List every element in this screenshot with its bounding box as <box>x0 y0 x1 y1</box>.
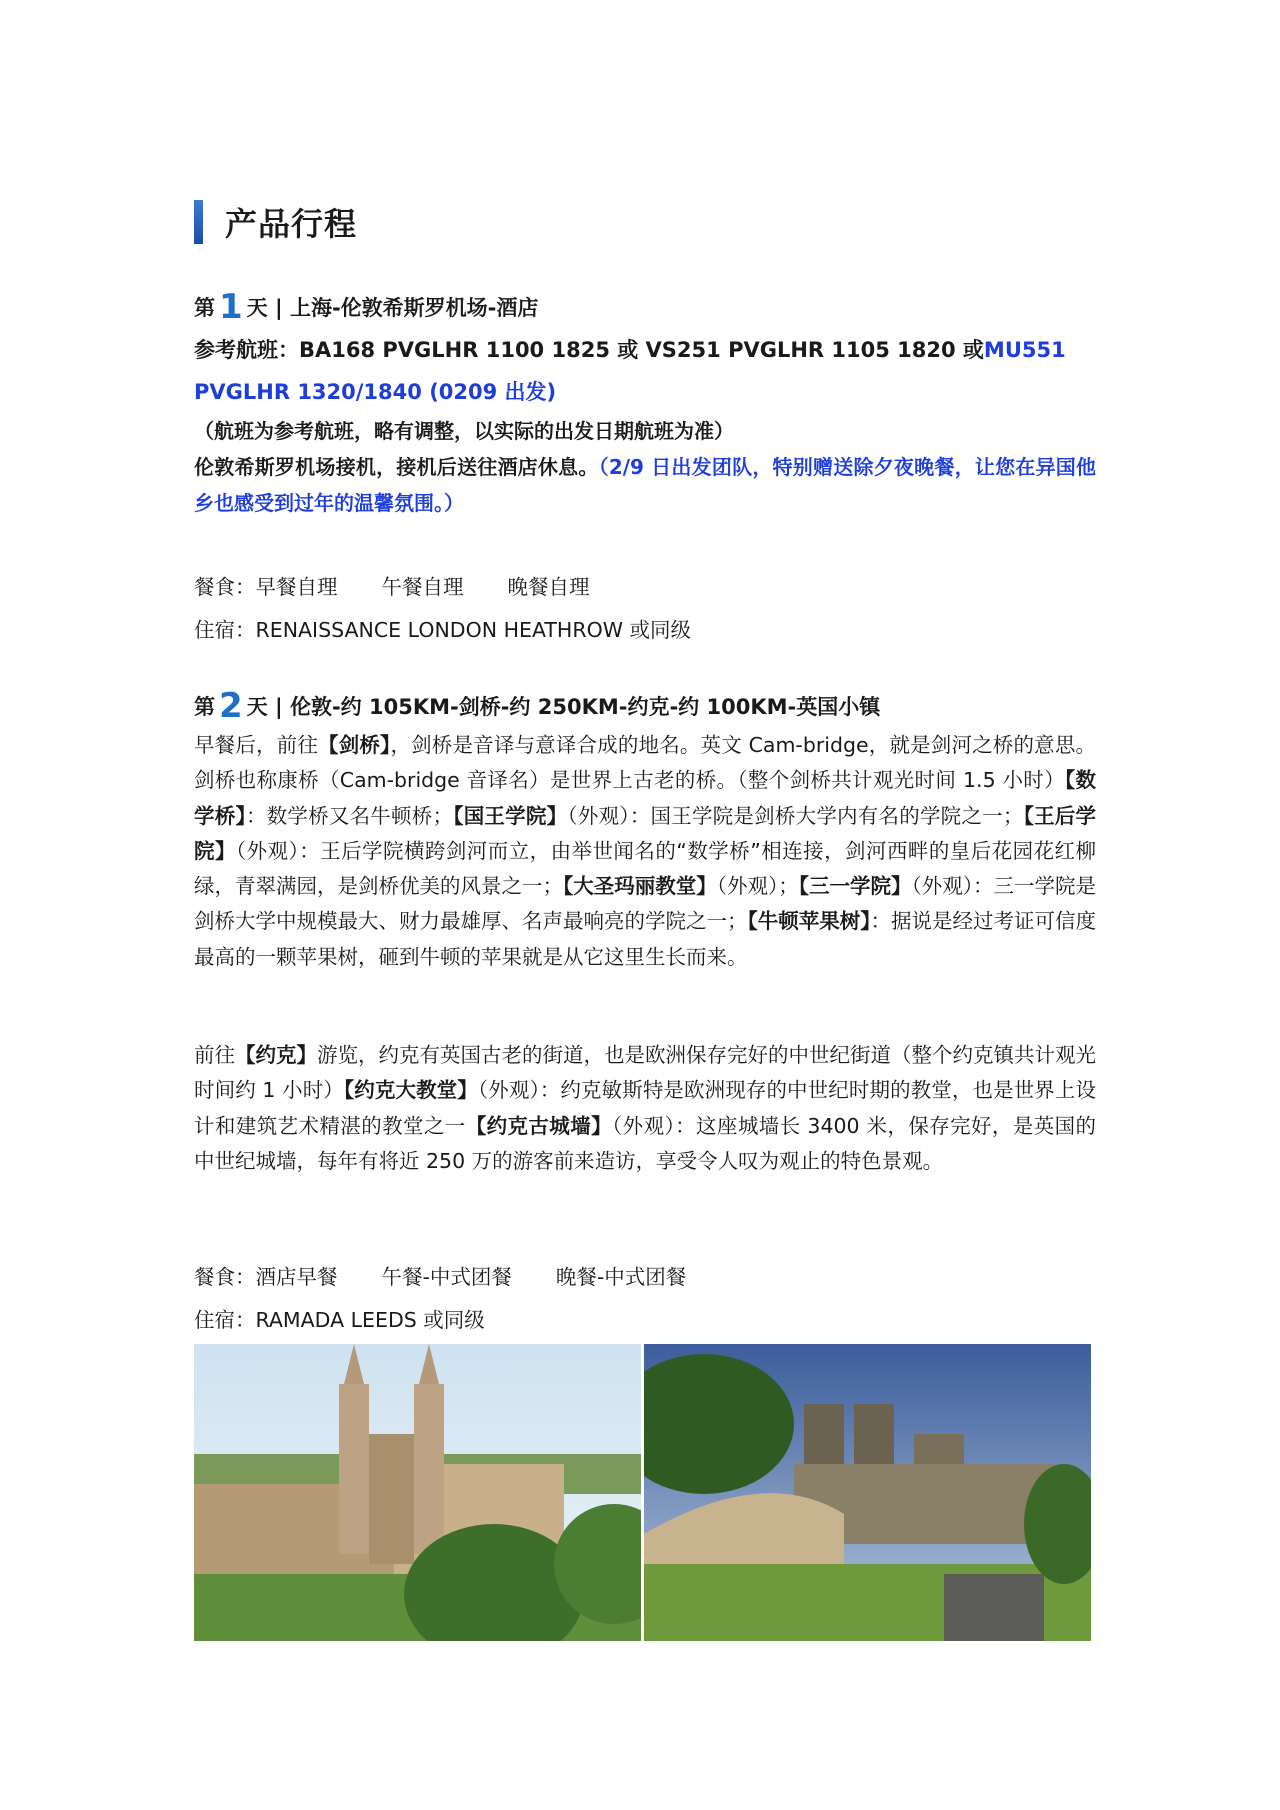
day2-hotel <box>194 1299 1096 1342</box>
dinner: 晚餐自理 <box>507 575 590 599</box>
hotel-name: RENAISSANCE LONDON HEATHROW 或同级 <box>255 618 691 642</box>
section-title: 产品行程 <box>225 205 358 243</box>
attraction-great-st-mary: 【大圣玛丽教堂】 <box>563 874 717 899</box>
text-run: ：数学桥又名牛顿桥； <box>245 803 453 828</box>
hotel-label: 住宿： <box>194 618 256 642</box>
text-run: （外观）：约克敏斯特是欧洲现存的中世纪时期的教堂，也是世界上设计和建筑艺术精湛的教堂之一 <box>194 1078 1097 1138</box>
attraction-trinity-college: 【三一学院】 <box>798 874 912 899</box>
meals-label: 餐食： <box>194 575 256 599</box>
breakfast: 酒店早餐 <box>255 1265 338 1289</box>
text-run: 早餐后，前往 <box>194 733 319 757</box>
text-run: （外观）：三一学院是剑桥大学中规模最大、财力最雄厚、名声最响亮的学院之一； <box>194 874 1096 934</box>
hotel-label: 住宿： <box>194 1308 256 1332</box>
title-accent-bar <box>194 200 203 244</box>
text-run: 游览，约克有英国古老的街道，也是欧洲保存完好的中世纪街道（整个约克镇共计观光时间约 1 小时） <box>194 1043 1096 1103</box>
attraction-mathematical-bridge: 【数学桥】 <box>194 768 1096 828</box>
photo-strip <box>194 1344 1091 1641</box>
lunch: 午餐-中式团餐 <box>381 1265 512 1289</box>
meals-label: 餐食： <box>194 1265 256 1289</box>
day2-york-paragraph <box>194 1038 1096 1179</box>
text-run: （外观）：这座城墙长 3400 米，保存完好，是英国的中世纪城墙，每年有将近 250 万的游客前来造访，享受令人叹为观止的特色景观。 <box>194 1113 1097 1173</box>
day2-meals <box>194 1256 1096 1299</box>
attraction-kings-college: 【国王学院】 <box>453 803 568 828</box>
york-city-wall-minster-photo <box>644 1344 1091 1641</box>
breakfast: 早餐自理 <box>255 575 338 599</box>
day2-block <box>194 685 1096 975</box>
text-run: （外观）：国王学院是剑桥大学内有名的学院之一； <box>567 803 1024 828</box>
hotel-name: RAMADA LEEDS 或同级 <box>255 1308 485 1332</box>
day1-flight-note: （航班为参考航班，略有调整，以实际的出发日期航班为准） <box>194 419 734 443</box>
day1-pickup <box>194 449 1096 521</box>
dinner: 晚餐-中式团餐 <box>555 1265 687 1289</box>
text-run: ：据说是经过考证可信度最高的一颗苹果树，砸到牛顿的苹果就是从它这里生长而来。 <box>194 909 1096 969</box>
flight-label: 参考航班： <box>194 338 299 362</box>
attraction-york: 【约克】 <box>235 1043 317 1067</box>
attraction-york-minster: 【约克大教堂】 <box>343 1078 478 1103</box>
day2-cambridge-paragraph <box>194 728 1096 975</box>
text-run: ，剑桥是音译与意译合成的地名。英文 Cam-bridge，就是剑河之桥的意思。剑桥也称康桥（Cam-bridge 音译名）是世界上古老的桥。（整个剑桥共计观光时间 1.5 小时） <box>194 733 1096 793</box>
day1-hotel <box>194 609 1096 652</box>
day2-york-block <box>194 1038 1096 1179</box>
day1-prefix: 第 <box>194 296 215 320</box>
day1-flight-line2: PVGLHR 1320/1840 (0209 出发) <box>194 380 557 404</box>
cambridge-kings-college-photo <box>194 1344 641 1641</box>
flight-options: BA168 PVGLHR 1100 1825 或 VS251 PVGLHR 1105 1820 或 <box>299 338 984 362</box>
day1-route: 天 | 上海-伦敦希斯罗机场-酒店 <box>246 296 539 320</box>
day1-meals-hotel <box>194 566 1096 652</box>
new-year-dinner-note: （2/9 日出发团队，特别赠送除夕夜晚餐，让您在异国他乡也感受到过年的温馨氛围。） <box>194 455 1096 515</box>
text-run: （外观）：王后学院横跨剑河而立，由举世闻名的“数学桥”相连接，剑河西畔的皇后花园花红柳绿，青翠满园，是剑桥优美的风景之一； <box>194 838 1096 899</box>
day2-number: 2 <box>219 686 243 726</box>
day1-block <box>194 286 1096 521</box>
day1-heading <box>194 286 1096 329</box>
attraction-newton-apple-tree: 【牛顿苹果树】 <box>747 909 871 934</box>
attraction-cambridge: 【剑桥】 <box>318 733 391 757</box>
day2-route: 天 | 伦敦-约 105KM-剑桥-约 250KM-约克-约 100KM-英国小镇 <box>246 695 881 719</box>
section-header <box>194 200 357 244</box>
lunch: 午餐自理 <box>381 575 464 599</box>
text-run: （外观）； <box>716 874 799 899</box>
text-run: 前往 <box>194 1043 235 1067</box>
attraction-queens-college: 【王后学院】 <box>194 803 1097 863</box>
day2-heading <box>194 685 1096 728</box>
attraction-york-city-walls: 【约克古城墙】 <box>465 1113 613 1138</box>
day1-number: 1 <box>219 287 243 327</box>
day2-prefix: 第 <box>194 695 215 719</box>
day2-meals-hotel <box>194 1256 1096 1342</box>
flight-mu551: MU551 <box>983 338 1066 362</box>
pickup-text: 伦敦希斯罗机场接机，接机后送往酒店休息。 <box>194 455 599 479</box>
day1-flight-line1 <box>194 329 1096 371</box>
day1-meals <box>194 566 1096 609</box>
